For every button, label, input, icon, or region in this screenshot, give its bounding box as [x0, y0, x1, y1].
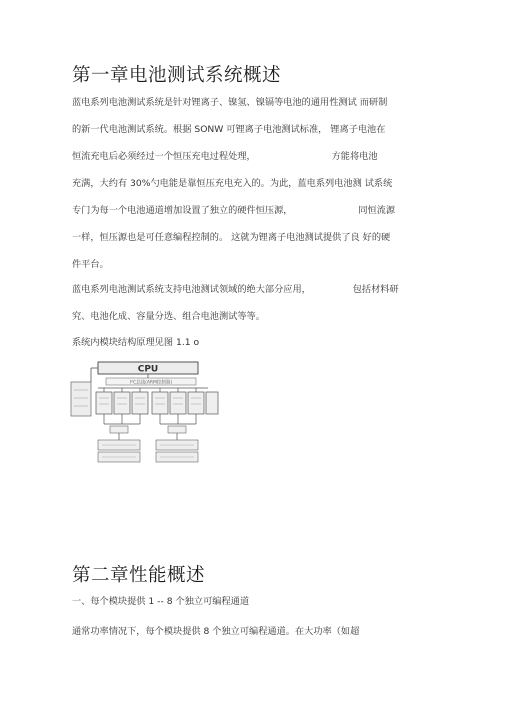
- para2-line2: 究、电池化成、容量分选、组合电池测试等等。: [72, 311, 265, 322]
- mid-block-right: [168, 426, 186, 433]
- para1-line3-right: 方能将电池: [331, 151, 378, 162]
- chapter2-para1: 通常功率情况下，每个模块提供 8 个独立可编程通道。在大功率（如超: [72, 626, 360, 637]
- para2-line1-right: 包括材料研: [352, 284, 399, 295]
- para1-line3-left: 恒流充电后必须经过一个恒压充电过程处理，: [72, 151, 256, 162]
- channel-box-5: [170, 392, 186, 414]
- channel-box-4: [152, 392, 168, 414]
- figure-caption: 系统内模块结构原理见图 1.1 o: [72, 337, 200, 348]
- para1-line7: 件平台。: [72, 259, 109, 270]
- module-structure-svg: [68, 360, 220, 464]
- chapter1-title: 第一章电池测试系统概述: [72, 65, 282, 86]
- para1-line5-left: 专门为每一个电池通道增加设置了独立的硬件恒压源，: [72, 205, 293, 216]
- channel-box-1: [96, 392, 112, 414]
- channel-box-3: [132, 392, 148, 414]
- para1-line5: [72, 205, 395, 217]
- para2-line1: [72, 284, 399, 296]
- para1-line3: [72, 151, 378, 163]
- channel-box-6: [188, 392, 204, 414]
- module-structure-diagram: [68, 360, 220, 464]
- para2-line1-left: 蓝电系列电池测试系统支持电池测试领域的绝大部分应用，: [72, 284, 311, 295]
- chapter2-item1: 一、每个模块提供 1 -- 8 个独立可编程通道: [72, 596, 250, 607]
- channel-box-7: [206, 392, 218, 414]
- para1-line2: 的新一代电池测试系统。根据 SONW 可锂离子电池测试标准， 锂离子电池在: [72, 124, 386, 135]
- chapter2-title: 第二章性能概述: [72, 565, 206, 586]
- mid-block-left: [110, 426, 128, 433]
- para1-line6: 一样，恒压源也是可任意编程控制的。 这就为锂离子电池测试提供了良 好的硬: [72, 232, 391, 243]
- channel-box-2: [114, 392, 130, 414]
- para1-line1: 蓝电系列电池测试系统是针对锂离子、镍氢、镍镉等电池的通用性测试 而研制: [72, 97, 388, 108]
- para1-line4: 充满，大约有 30%勺电能是靠恒压充电充入的。为此，蓝电系列电池测 试系统: [72, 178, 393, 189]
- left-module-box: [71, 382, 91, 416]
- bus-label: I²C总线(ARM控制器): [129, 380, 173, 386]
- cpu-label: CPU: [137, 364, 159, 375]
- para1-line5-right: 同恒流源: [358, 205, 396, 216]
